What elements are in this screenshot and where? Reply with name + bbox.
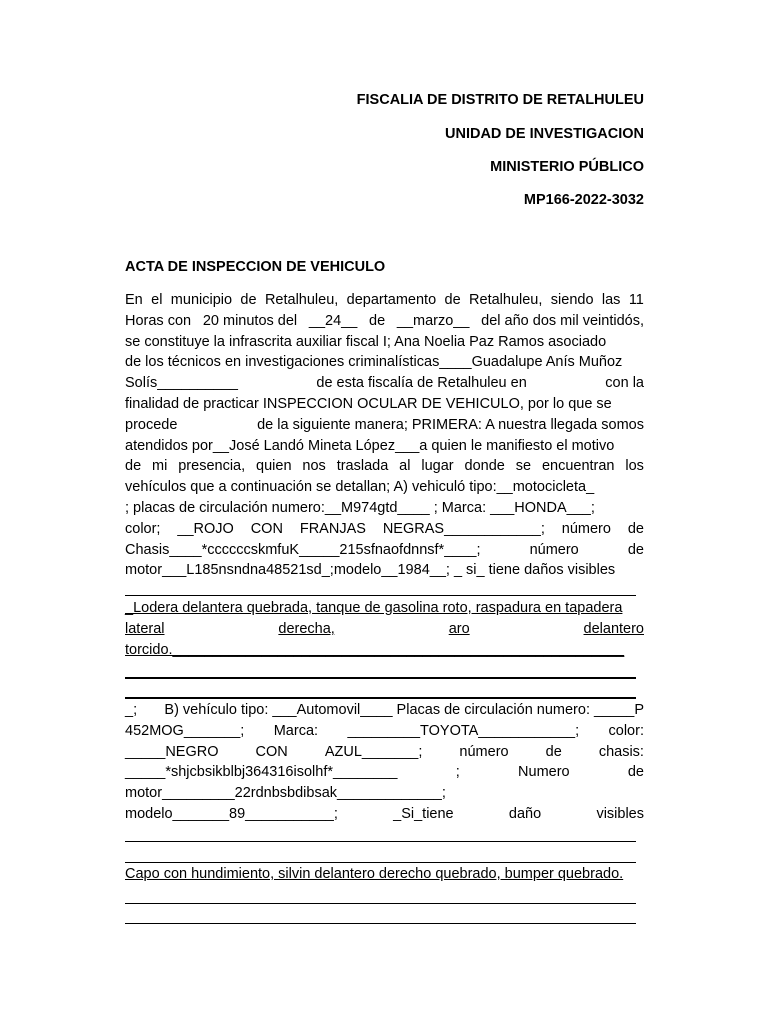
text-word: Numero bbox=[518, 764, 570, 781]
text-word: con la bbox=[605, 375, 644, 392]
text-word: aro bbox=[448, 620, 470, 637]
text-line bbox=[125, 352, 644, 373]
text-line bbox=[125, 700, 644, 721]
text-word: __marzo__ bbox=[396, 312, 470, 329]
text-word: de bbox=[545, 743, 562, 760]
text-word: encuentran bbox=[541, 458, 615, 475]
text-word: Horas con bbox=[125, 312, 192, 329]
text-word: quien bbox=[256, 458, 292, 475]
text-word: AZUL_______; bbox=[324, 743, 423, 760]
text-word: ; bbox=[455, 764, 460, 781]
text-line bbox=[125, 456, 644, 477]
text-word: _Lodera delantera quebrada, tanque de gasolina roto, raspadura en tapadera bbox=[125, 600, 623, 616]
text-line bbox=[125, 540, 644, 561]
text-word: 20 minutos del bbox=[202, 312, 298, 329]
text-word: al bbox=[399, 458, 411, 475]
text-line bbox=[125, 373, 644, 394]
document-title: ACTA DE INSPECCION DE VEHICULO bbox=[125, 259, 386, 275]
text-word: color; bbox=[125, 520, 161, 537]
text-word: número bbox=[529, 541, 579, 558]
text-word: nos bbox=[302, 458, 326, 475]
text-line bbox=[125, 640, 644, 661]
text-line bbox=[125, 560, 644, 581]
text-word: del año dos mil veintidós, bbox=[481, 312, 644, 329]
text-word: Retalhuleu, bbox=[264, 292, 339, 308]
text-line bbox=[125, 598, 644, 619]
text-word: donde bbox=[464, 458, 505, 475]
text-word: ; placas de circulación numero:__M974gtd____ ; Marca: ___HONDA___; bbox=[125, 499, 595, 516]
text-word: motor___L185nsndna48521sd_;modelo__1984__; _ si_ tiene daños visibles bbox=[125, 562, 616, 579]
text-word: de esta fiscalía de Retalhuleu en bbox=[316, 375, 527, 392]
text-word: delantero bbox=[583, 620, 644, 637]
damage-b-line: Capo con hundimiento, silvin delantero derecho quebrado, bumper quebrado. bbox=[125, 866, 624, 882]
text-word: lateral bbox=[125, 620, 165, 637]
text-word: _____*shjcbsikblbj364316isolhf*________ bbox=[125, 764, 398, 781]
text-word: finalidad de practicar INSPECCION OCULAR DE VEHICULO, por lo que se bbox=[125, 395, 612, 412]
body-paragraph-a bbox=[125, 290, 644, 581]
text-word: departamento bbox=[346, 292, 437, 308]
text-word: las bbox=[601, 292, 621, 308]
damage-a-paragraph bbox=[125, 598, 644, 660]
blank-line bbox=[125, 697, 636, 699]
text-word: CON bbox=[255, 743, 288, 760]
text-word: de la siguiente manera; PRIMERA: A nuestra llegada somos bbox=[257, 416, 644, 433]
text-word: Marca: bbox=[273, 722, 319, 739]
text-line bbox=[125, 762, 644, 783]
text-word: Retalhuleu, bbox=[469, 292, 543, 308]
text-line bbox=[125, 290, 644, 311]
text-word: daño bbox=[508, 805, 542, 822]
blank-line bbox=[125, 862, 636, 863]
header-case-number: MP166-2022-3032 bbox=[523, 192, 644, 208]
text-word: número bbox=[459, 743, 509, 760]
text-word: siendo bbox=[550, 292, 594, 308]
text-line bbox=[125, 519, 644, 540]
text-word: torcido.________________________________________________________ bbox=[125, 641, 625, 658]
text-word: 452MOG_______; bbox=[125, 722, 245, 739]
text-line bbox=[125, 742, 644, 763]
text-word: visibles bbox=[596, 805, 644, 822]
blank-line bbox=[125, 903, 636, 904]
text-word: CON bbox=[250, 520, 283, 537]
text-line bbox=[125, 804, 644, 825]
text-word: color: bbox=[608, 722, 644, 739]
text-line bbox=[125, 332, 644, 353]
text-word: 11 bbox=[628, 292, 644, 308]
header-unidad: UNIDAD DE INVESTIGACION bbox=[445, 126, 644, 142]
text-word: _________TOYOTA____________; bbox=[347, 722, 580, 739]
text-word: motor_________22rdnbsbdibsak_____________; bbox=[125, 785, 446, 802]
header-ministerio: MINISTERIO PÚBLICO bbox=[490, 159, 644, 175]
text-line bbox=[125, 619, 644, 640]
text-word: atendidos por__José Landó Mineta López___a quien le manifiesto el motivo bbox=[125, 437, 615, 454]
text-word: __ROJO bbox=[177, 520, 234, 537]
text-word: de bbox=[125, 458, 142, 475]
text-word: municipio bbox=[170, 292, 233, 308]
text-line bbox=[125, 415, 644, 436]
blank-line bbox=[125, 923, 636, 924]
text-word: chasis: bbox=[598, 743, 644, 760]
text-word: se constituye la infrascrita auxiliar fiscal I; Ana Noelia Paz Ramos asociado bbox=[125, 333, 607, 350]
text-line bbox=[125, 498, 644, 519]
text-word: traslada bbox=[336, 458, 389, 475]
text-word: __24__ bbox=[308, 312, 358, 329]
text-word: NEGRAS____________; bbox=[382, 520, 545, 537]
text-word: _Si_tiene bbox=[393, 805, 454, 822]
text-word: _____NEGRO bbox=[125, 743, 219, 760]
text-word: número bbox=[561, 520, 611, 537]
text-word: Solís__________ bbox=[125, 375, 238, 392]
text-line bbox=[125, 783, 644, 804]
text-word: se bbox=[515, 458, 532, 475]
text-word: el bbox=[151, 292, 163, 308]
text-word: de bbox=[627, 541, 644, 558]
text-word: En bbox=[125, 292, 143, 308]
blank-line bbox=[125, 841, 636, 842]
text-line bbox=[125, 311, 644, 332]
text-word: _; bbox=[125, 702, 138, 718]
blank-line bbox=[125, 677, 636, 679]
text-word: de bbox=[627, 520, 644, 537]
text-word: procede bbox=[125, 416, 178, 433]
vehicle-b-paragraph bbox=[125, 700, 644, 825]
text-word: modelo_______89___________; bbox=[125, 805, 338, 822]
text-line bbox=[125, 394, 644, 415]
text-word: los bbox=[625, 458, 644, 475]
text-word: de bbox=[444, 292, 461, 308]
text-word: Chasis____*ccccccskmfuK_____215sfnaofdnnsf*____; bbox=[125, 541, 481, 558]
text-word: mi bbox=[152, 458, 168, 475]
text-word: de bbox=[627, 764, 644, 781]
text-word: B) vehículo tipo: ___Automovil____ Placas de circulación numero: _____P bbox=[164, 702, 644, 718]
text-word: de bbox=[240, 292, 257, 308]
text-word: presencia, bbox=[178, 458, 246, 475]
text-line bbox=[125, 721, 644, 742]
text-word: de bbox=[369, 312, 386, 329]
text-word: derecha, bbox=[278, 620, 335, 637]
damage-b-text bbox=[125, 864, 644, 885]
text-word: de los técnicos en investigaciones criminalísticas____Guadalupe Anís Muñoz bbox=[125, 354, 623, 371]
text-line bbox=[125, 436, 644, 457]
text-word: lugar bbox=[421, 458, 454, 475]
header-fiscalia: FISCALIA DE DISTRITO DE RETALHULEU bbox=[356, 92, 644, 108]
text-word: vehículos que a continuación se detallan; A) vehiculó tipo:__motocicleta_ bbox=[125, 479, 595, 496]
text-line bbox=[125, 477, 644, 498]
blank-line bbox=[125, 595, 636, 596]
text-word: FRANJAS bbox=[299, 520, 366, 537]
